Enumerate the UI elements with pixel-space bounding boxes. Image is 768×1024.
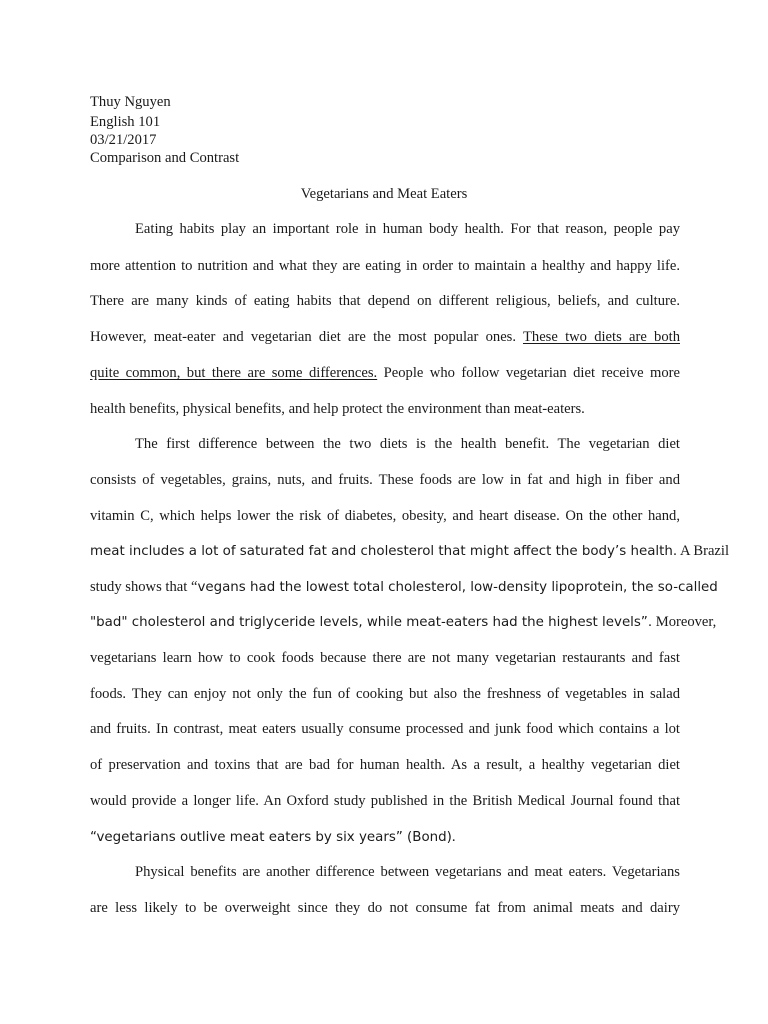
author-name: Thuy Nguyen [90,94,171,110]
paragraph-line: foods. They can enjoy not only the fun of cooking but also the freshness of vegetables in salad [90,686,680,702]
paragraph-line: more attention to nutrition and what they are eating in order to maintain a healthy and happy life. [90,258,680,274]
paragraph-line: would provide a longer life. An Oxford study published in the British Medical Journal found that [90,793,680,809]
paragraph-line: However, meat-eater and vegetarian diet are the most popular ones. These two diets are both [90,329,680,345]
thesis-underline: These two diets are both [522,329,680,345]
paragraph-line: quite common, but there are some differences. People who follow vegetarian diet receive more [90,365,680,381]
paragraph-line: There are many kinds of eating habits that depend on different religious, beliefs, and culture. [90,293,680,309]
paragraph-line: and fruits. In contrast, meat eaters usually consume processed and junk food which contains a lot [90,721,680,737]
paragraph-line: Physical benefits are another difference between vegetarians and meat eaters. Vegetarians [135,864,680,880]
essay-title: Vegetarians and Meat Eaters [300,186,468,202]
paragraph-line: consists of vegetables, grains, nuts, and fruits. These foods are low in fat and high in fiber and [90,472,680,488]
thesis-underline: quite common, but there are some differences. [90,365,378,381]
paragraph-line: "bad" cholesterol and triglyceride levels, while meat-eaters had the highest levels”. Moreover, [90,614,717,630]
paragraph-line: study shows that “vegans had the lowest total cholesterol, low-density lipoprotein, the so-called [90,579,718,595]
paragraph-line: are less likely to be overweight since they do not consume fat from animal meats and dairy [90,900,680,916]
assignment-type: Comparison and Contrast [90,150,240,166]
paragraph-line: “vegetarians outlive meat eaters by six years” (Bond). [90,829,456,845]
paragraph-line: meat includes a lot of saturated fat and cholesterol that might affect the body’s health. A Brazil [90,543,730,559]
course-name: English 101 [90,114,161,130]
paragraph-line: vitamin C, which helps lower the risk of diabetes, obesity, and heart disease. On the other hand, [90,508,680,524]
paragraph-line: of preservation and toxins that are bad for human health. As a result, a healthy vegetarian diet [90,757,680,773]
paragraph-line: The first difference between the two diets is the health benefit. The vegetarian diet [135,436,680,452]
date: 03/21/2017 [90,132,157,148]
paragraph-line: Eating habits play an important role in human body health. For that reason, people pay [135,221,680,237]
paragraph-line: health benefits, physical benefits, and help protect the environment than meat-eaters. [90,401,585,417]
paragraph-line: vegetarians learn how to cook foods because there are not many vegetarian restaurants and fast [90,650,680,666]
